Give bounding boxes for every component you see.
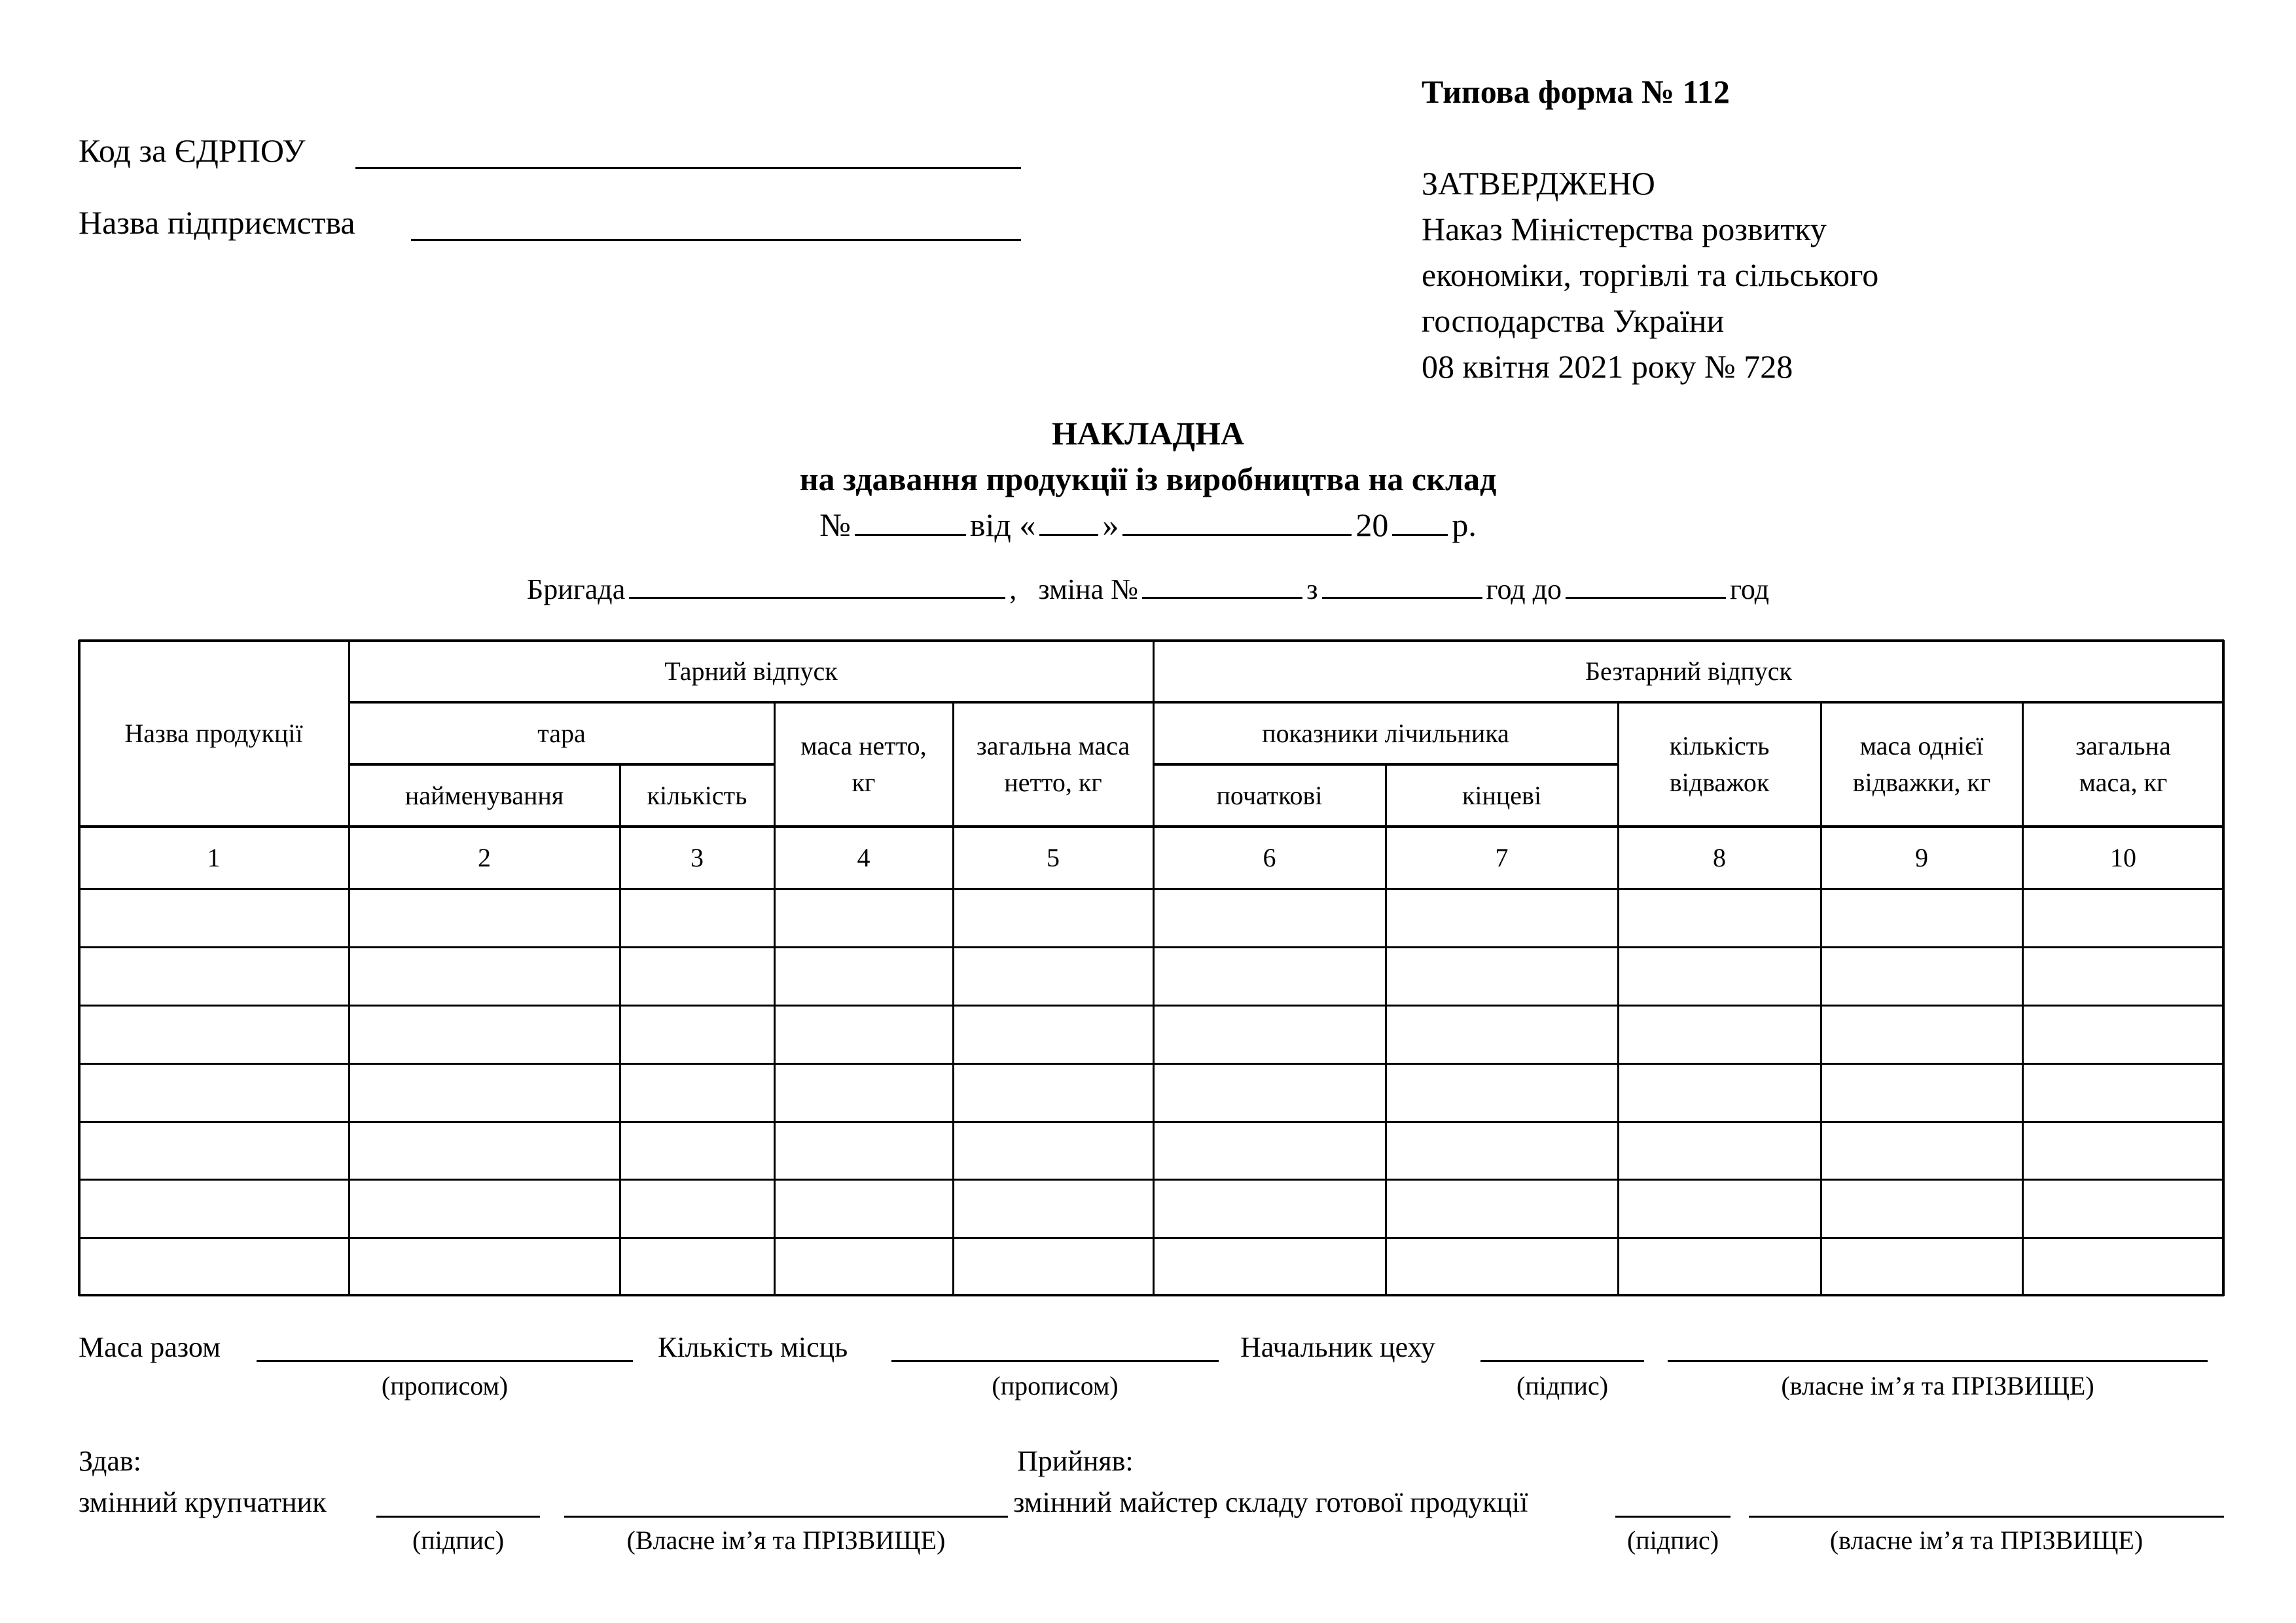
table-cell[interactable] (1386, 947, 1618, 1005)
approved-title: ЗАТВЕРДЖЕНО (1422, 165, 1655, 202)
grid-line-v (2222, 640, 2225, 1296)
table-cell[interactable] (79, 1179, 349, 1238)
grid-line-v (1617, 702, 1619, 1296)
table-cell[interactable] (953, 1179, 1153, 1238)
brigade-label: Бригада (526, 573, 626, 605)
table-cell[interactable] (1821, 889, 2022, 947)
master-signature-field[interactable] (1615, 1516, 1731, 1518)
places-count-label: Кількість місць (658, 1331, 848, 1363)
brigade-line (0, 573, 2296, 607)
table-cell[interactable] (2022, 889, 2224, 947)
table-cell[interactable] (620, 1063, 774, 1122)
table-cell[interactable] (1153, 1122, 1386, 1179)
column-number-10: 10 (2110, 842, 2136, 872)
table-cell[interactable] (349, 947, 620, 1005)
grid-line-v (2022, 702, 2024, 1296)
table-cell[interactable] (953, 1063, 1153, 1122)
table-cell[interactable] (1386, 1179, 1618, 1238)
table-cell[interactable] (1821, 1005, 2022, 1063)
date-close-quote: » (1102, 507, 1119, 543)
company-name-field[interactable] (411, 239, 1021, 241)
grid-line-h (349, 763, 774, 766)
table-cell[interactable] (1386, 1122, 1618, 1179)
table-cell[interactable] (2022, 947, 2224, 1005)
table-cell[interactable] (1821, 1122, 2022, 1179)
table-cell[interactable] (774, 947, 953, 1005)
table-cell[interactable] (349, 1238, 620, 1296)
header-net-mass: маса нетто, кг (800, 731, 927, 797)
miller-name-field[interactable] (564, 1516, 1008, 1518)
table-cell[interactable] (2022, 1238, 2224, 1296)
table-cell[interactable] (79, 889, 349, 947)
miller-name-hint: (Власне ім’я та ПРІЗВИЩЕ) (626, 1525, 946, 1555)
table-cell[interactable] (1153, 889, 1386, 947)
year-field[interactable] (1392, 508, 1448, 536)
grid-line-h (79, 1179, 2224, 1181)
table-cell[interactable] (774, 889, 953, 947)
header-tare-release: Тарний відпуск (664, 656, 838, 686)
column-number-1: 1 (207, 842, 221, 872)
master-signature-hint: (підпис) (1626, 1525, 1719, 1555)
number-date-line (0, 505, 2296, 544)
table-cell[interactable] (1618, 947, 1821, 1005)
table-cell[interactable] (1618, 1179, 1821, 1238)
grid-line-v (348, 640, 350, 1296)
table-cell[interactable] (79, 1122, 349, 1179)
column-number-3: 3 (691, 842, 704, 872)
received-label: Прийняв: (1017, 1445, 1134, 1477)
table-cell[interactable] (620, 1122, 774, 1179)
from-hour-field[interactable] (1322, 575, 1482, 599)
grid-line-h (79, 1063, 2224, 1065)
table-cell[interactable] (620, 947, 774, 1005)
hours-to-label: год до (1486, 573, 1562, 605)
document-subtitle: на здавання продукції із виробництва на склад (799, 461, 1497, 497)
grid-line-h (79, 639, 2224, 642)
grid-line-h (349, 701, 2224, 704)
grid-line-h (79, 1005, 2224, 1007)
form-type: Типова форма № 112 (1422, 73, 1730, 110)
table-cell[interactable] (953, 947, 1153, 1005)
table-cell[interactable] (1618, 1063, 1821, 1122)
brigade-field[interactable] (629, 575, 1005, 599)
table-cell[interactable] (1153, 1005, 1386, 1063)
year-suffix: р. (1452, 507, 1477, 543)
total-mass-field[interactable] (257, 1360, 633, 1362)
shift-number-field[interactable] (1142, 575, 1302, 599)
table-cell[interactable] (79, 1005, 349, 1063)
shift-label: , зміна № (1009, 573, 1139, 605)
grid-line-v (1820, 702, 1822, 1296)
edrpou-label: Код за ЄДРПОУ (79, 132, 306, 169)
edrpou-field[interactable] (355, 167, 1021, 169)
hours-label: год (1729, 573, 1770, 605)
table-cell[interactable] (620, 1238, 774, 1296)
table-cell[interactable] (1618, 889, 1821, 947)
table-cell[interactable] (349, 1179, 620, 1238)
table-cell[interactable] (1386, 1238, 1618, 1296)
table-cell[interactable] (774, 1122, 953, 1179)
shift-miller-label: змінний крупчатник (79, 1486, 327, 1518)
column-number-8: 8 (1713, 842, 1726, 872)
column-number-7: 7 (1495, 842, 1509, 872)
grid-line-v (1153, 640, 1155, 1296)
header-tare: тара (537, 718, 586, 748)
table-cell[interactable] (953, 1122, 1153, 1179)
header-bulk-release: Безтарний відпуск (1585, 656, 1792, 686)
table-cell[interactable] (1618, 1238, 1821, 1296)
table-cell[interactable] (1386, 1063, 1618, 1122)
table-cell[interactable] (1386, 889, 1618, 947)
month-field[interactable] (1122, 508, 1352, 536)
table-cell[interactable] (349, 889, 620, 947)
number-prefix: № (819, 507, 851, 543)
table-cell[interactable] (349, 1063, 620, 1122)
table-cell[interactable] (1386, 1005, 1618, 1063)
header-meter-readings: показники лічильника (1262, 718, 1509, 748)
date-from-label: від « (969, 507, 1036, 543)
shop-head-name-hint: (власне ім’я та ПРІЗВИЩЕ) (1781, 1371, 2094, 1400)
shop-head-signature-field[interactable] (1480, 1360, 1644, 1362)
grid-line-v (1385, 764, 1387, 1296)
day-field[interactable] (1039, 508, 1098, 536)
miller-signature-field[interactable] (376, 1516, 540, 1518)
places-count-field[interactable] (891, 1360, 1219, 1362)
grid-line-v (774, 702, 776, 1296)
table-cell[interactable] (1618, 1005, 1821, 1063)
company-name-label: Назва підприємства (79, 204, 355, 241)
miller-signature-hint: (підпис) (412, 1525, 505, 1555)
table-cell[interactable] (953, 1238, 1153, 1296)
header-tare-name: найменування (404, 780, 564, 810)
table-cell[interactable] (774, 1179, 953, 1238)
column-number-6: 6 (1263, 842, 1276, 872)
warehouse-master-label: змінний майстер складу готової продукції (1013, 1486, 1528, 1518)
shop-head-label: Начальник цеху (1240, 1331, 1435, 1363)
grid-line-v (619, 764, 621, 1296)
grid-line-v (78, 640, 81, 1296)
grid-line-h (79, 946, 2224, 948)
table-cell[interactable] (774, 1005, 953, 1063)
approved-line-3: господарства України (1422, 302, 1725, 339)
grid-line-h (79, 825, 2224, 828)
table-cell[interactable] (1821, 947, 2022, 1005)
table-cell[interactable] (620, 889, 774, 947)
column-number-4: 4 (857, 842, 870, 872)
master-name-hint: (власне ім’я та ПРІЗВИЩЕ) (1829, 1525, 2144, 1555)
header-total-net-mass: загальна маса нетто, кг (976, 731, 1130, 797)
column-number-2: 2 (478, 842, 491, 872)
grid-line-v (952, 702, 954, 1296)
table-cell[interactable] (1153, 1063, 1386, 1122)
table-cell[interactable] (953, 889, 1153, 947)
table-cell[interactable] (2022, 1122, 2224, 1179)
table-cell[interactable] (1153, 1238, 1386, 1296)
approved-line-1: Наказ Міністерства розвитку (1422, 211, 1827, 247)
table-cell[interactable] (349, 1122, 620, 1179)
header-initial: початкові (1216, 780, 1323, 810)
products-table (79, 640, 2224, 1296)
table-cell[interactable] (2022, 1005, 2224, 1063)
table-cell[interactable] (79, 1063, 349, 1122)
table-cell[interactable] (1153, 1179, 1386, 1238)
from-label: з (1306, 573, 1318, 605)
total-mass-label: Маса разом (79, 1331, 221, 1363)
table-cell[interactable] (1153, 947, 1386, 1005)
handed-label: Здав: (79, 1445, 141, 1477)
column-number-9: 9 (1915, 842, 1928, 872)
header-tare-qty: кількість (647, 780, 747, 810)
places-count-hint: (прописом) (992, 1371, 1119, 1400)
grid-line-h (79, 1237, 2224, 1239)
master-name-field[interactable] (1749, 1516, 2224, 1518)
table-cell[interactable] (2022, 1063, 2224, 1122)
approved-line-4: 08 квітня 2021 року № 728 (1422, 348, 1793, 385)
approved-line-2: економіки, торгівлі та сільського (1422, 257, 1879, 293)
table-cell[interactable] (774, 1063, 953, 1122)
number-field[interactable] (855, 508, 966, 536)
table-cell[interactable] (349, 1005, 620, 1063)
year-prefix: 20 (1355, 507, 1389, 543)
table-cell[interactable] (1618, 1122, 1821, 1179)
table-cell[interactable] (620, 1005, 774, 1063)
to-hour-field[interactable] (1566, 575, 1726, 599)
total-mass-hint: (прописом) (381, 1371, 509, 1400)
grid-line-h (79, 888, 2224, 890)
header-product-name: Назва продукції (124, 718, 303, 748)
header-one-weighing-mass: маса однієї відважки, кг (1852, 731, 1991, 797)
table-cell[interactable] (79, 1238, 349, 1296)
header-final: кінцеві (1462, 780, 1542, 810)
table-cell[interactable] (1821, 1179, 2022, 1238)
table-cell[interactable] (620, 1179, 774, 1238)
grid-line-h (79, 1294, 2224, 1296)
header-total-mass: загальна маса, кг (2075, 731, 2171, 797)
shop-head-name-field[interactable] (1668, 1360, 2208, 1362)
grid-line-h (79, 1121, 2224, 1123)
document-title: НАКЛАДНА (1051, 415, 1245, 452)
table-cell[interactable] (1821, 1063, 2022, 1122)
table-cell[interactable] (79, 947, 349, 1005)
column-number-5: 5 (1047, 842, 1060, 872)
table-cell[interactable] (1821, 1238, 2022, 1296)
shop-head-signature-hint: (підпис) (1516, 1371, 1609, 1400)
table-cell[interactable] (774, 1238, 953, 1296)
table-cell[interactable] (953, 1005, 1153, 1063)
table-cell[interactable] (2022, 1179, 2224, 1238)
header-weighings-qty: кількість відважок (1669, 731, 1770, 797)
